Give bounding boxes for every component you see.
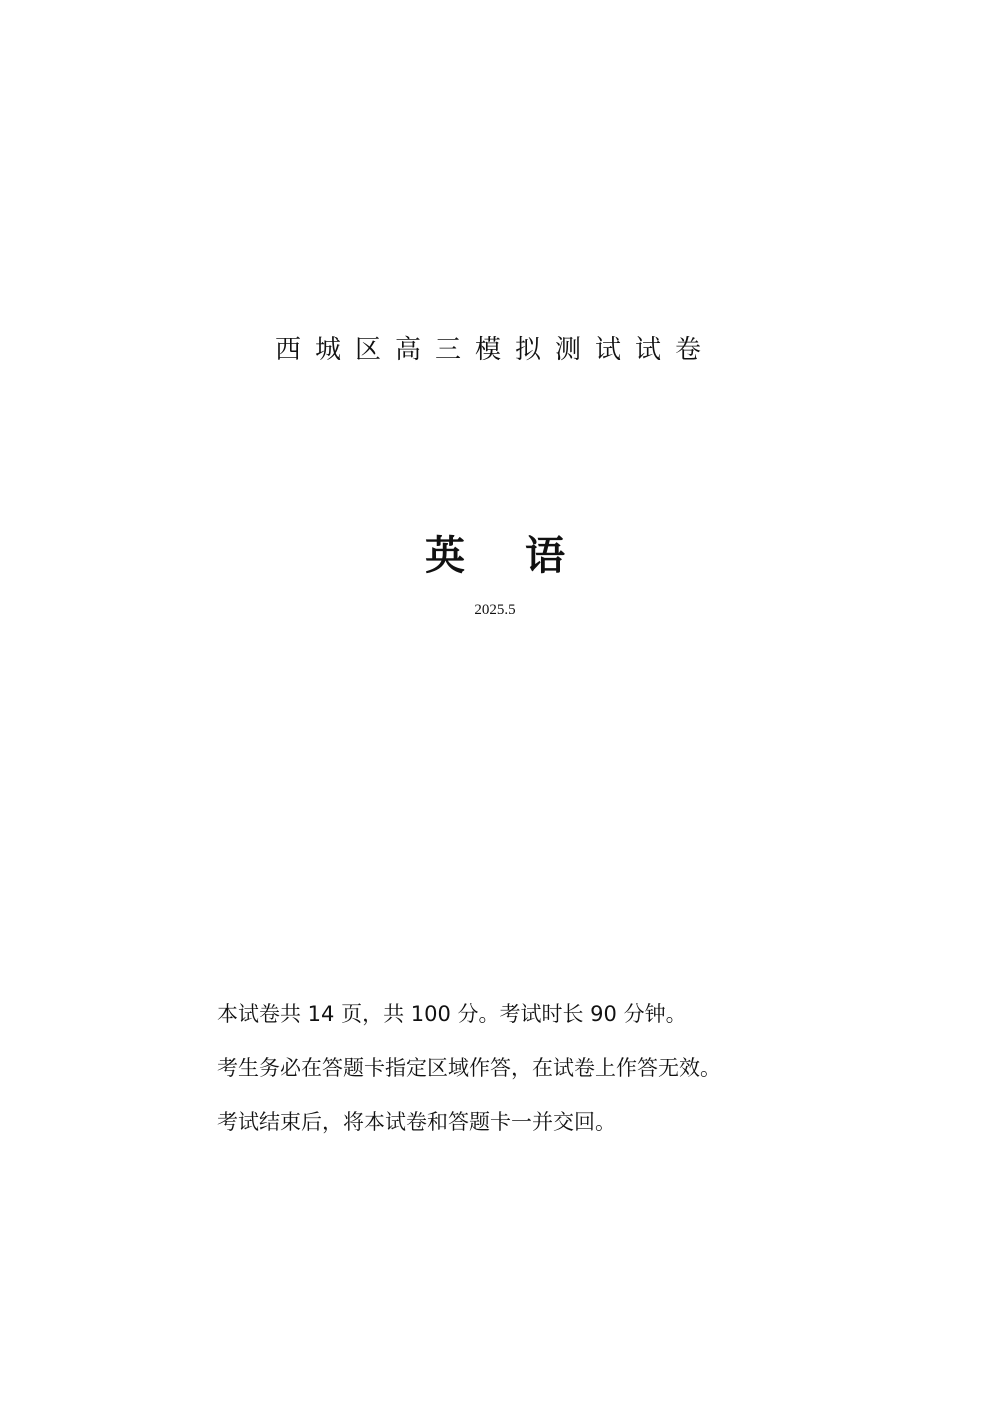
exam-instructions — [217, 995, 877, 1157]
subject-title — [0, 528, 990, 584]
instruction-line: 本试卷共 14 页，共 100 分。考试时长 90 分钟。 — [217, 1002, 687, 1026]
exam-date: 2025.5 — [474, 602, 516, 618]
instruction-line: 考试结束后，将本试卷和答题卡一并交回。 — [217, 1110, 616, 1134]
instruction-line: 考生务必在答题卡指定区域作答，在试卷上作答无效。 — [217, 1056, 721, 1080]
subject-char-2: 语 — [525, 533, 565, 579]
exam-title: 西城区高三模拟测试试卷 — [274, 335, 715, 365]
subject-char-1: 英 — [425, 533, 465, 579]
